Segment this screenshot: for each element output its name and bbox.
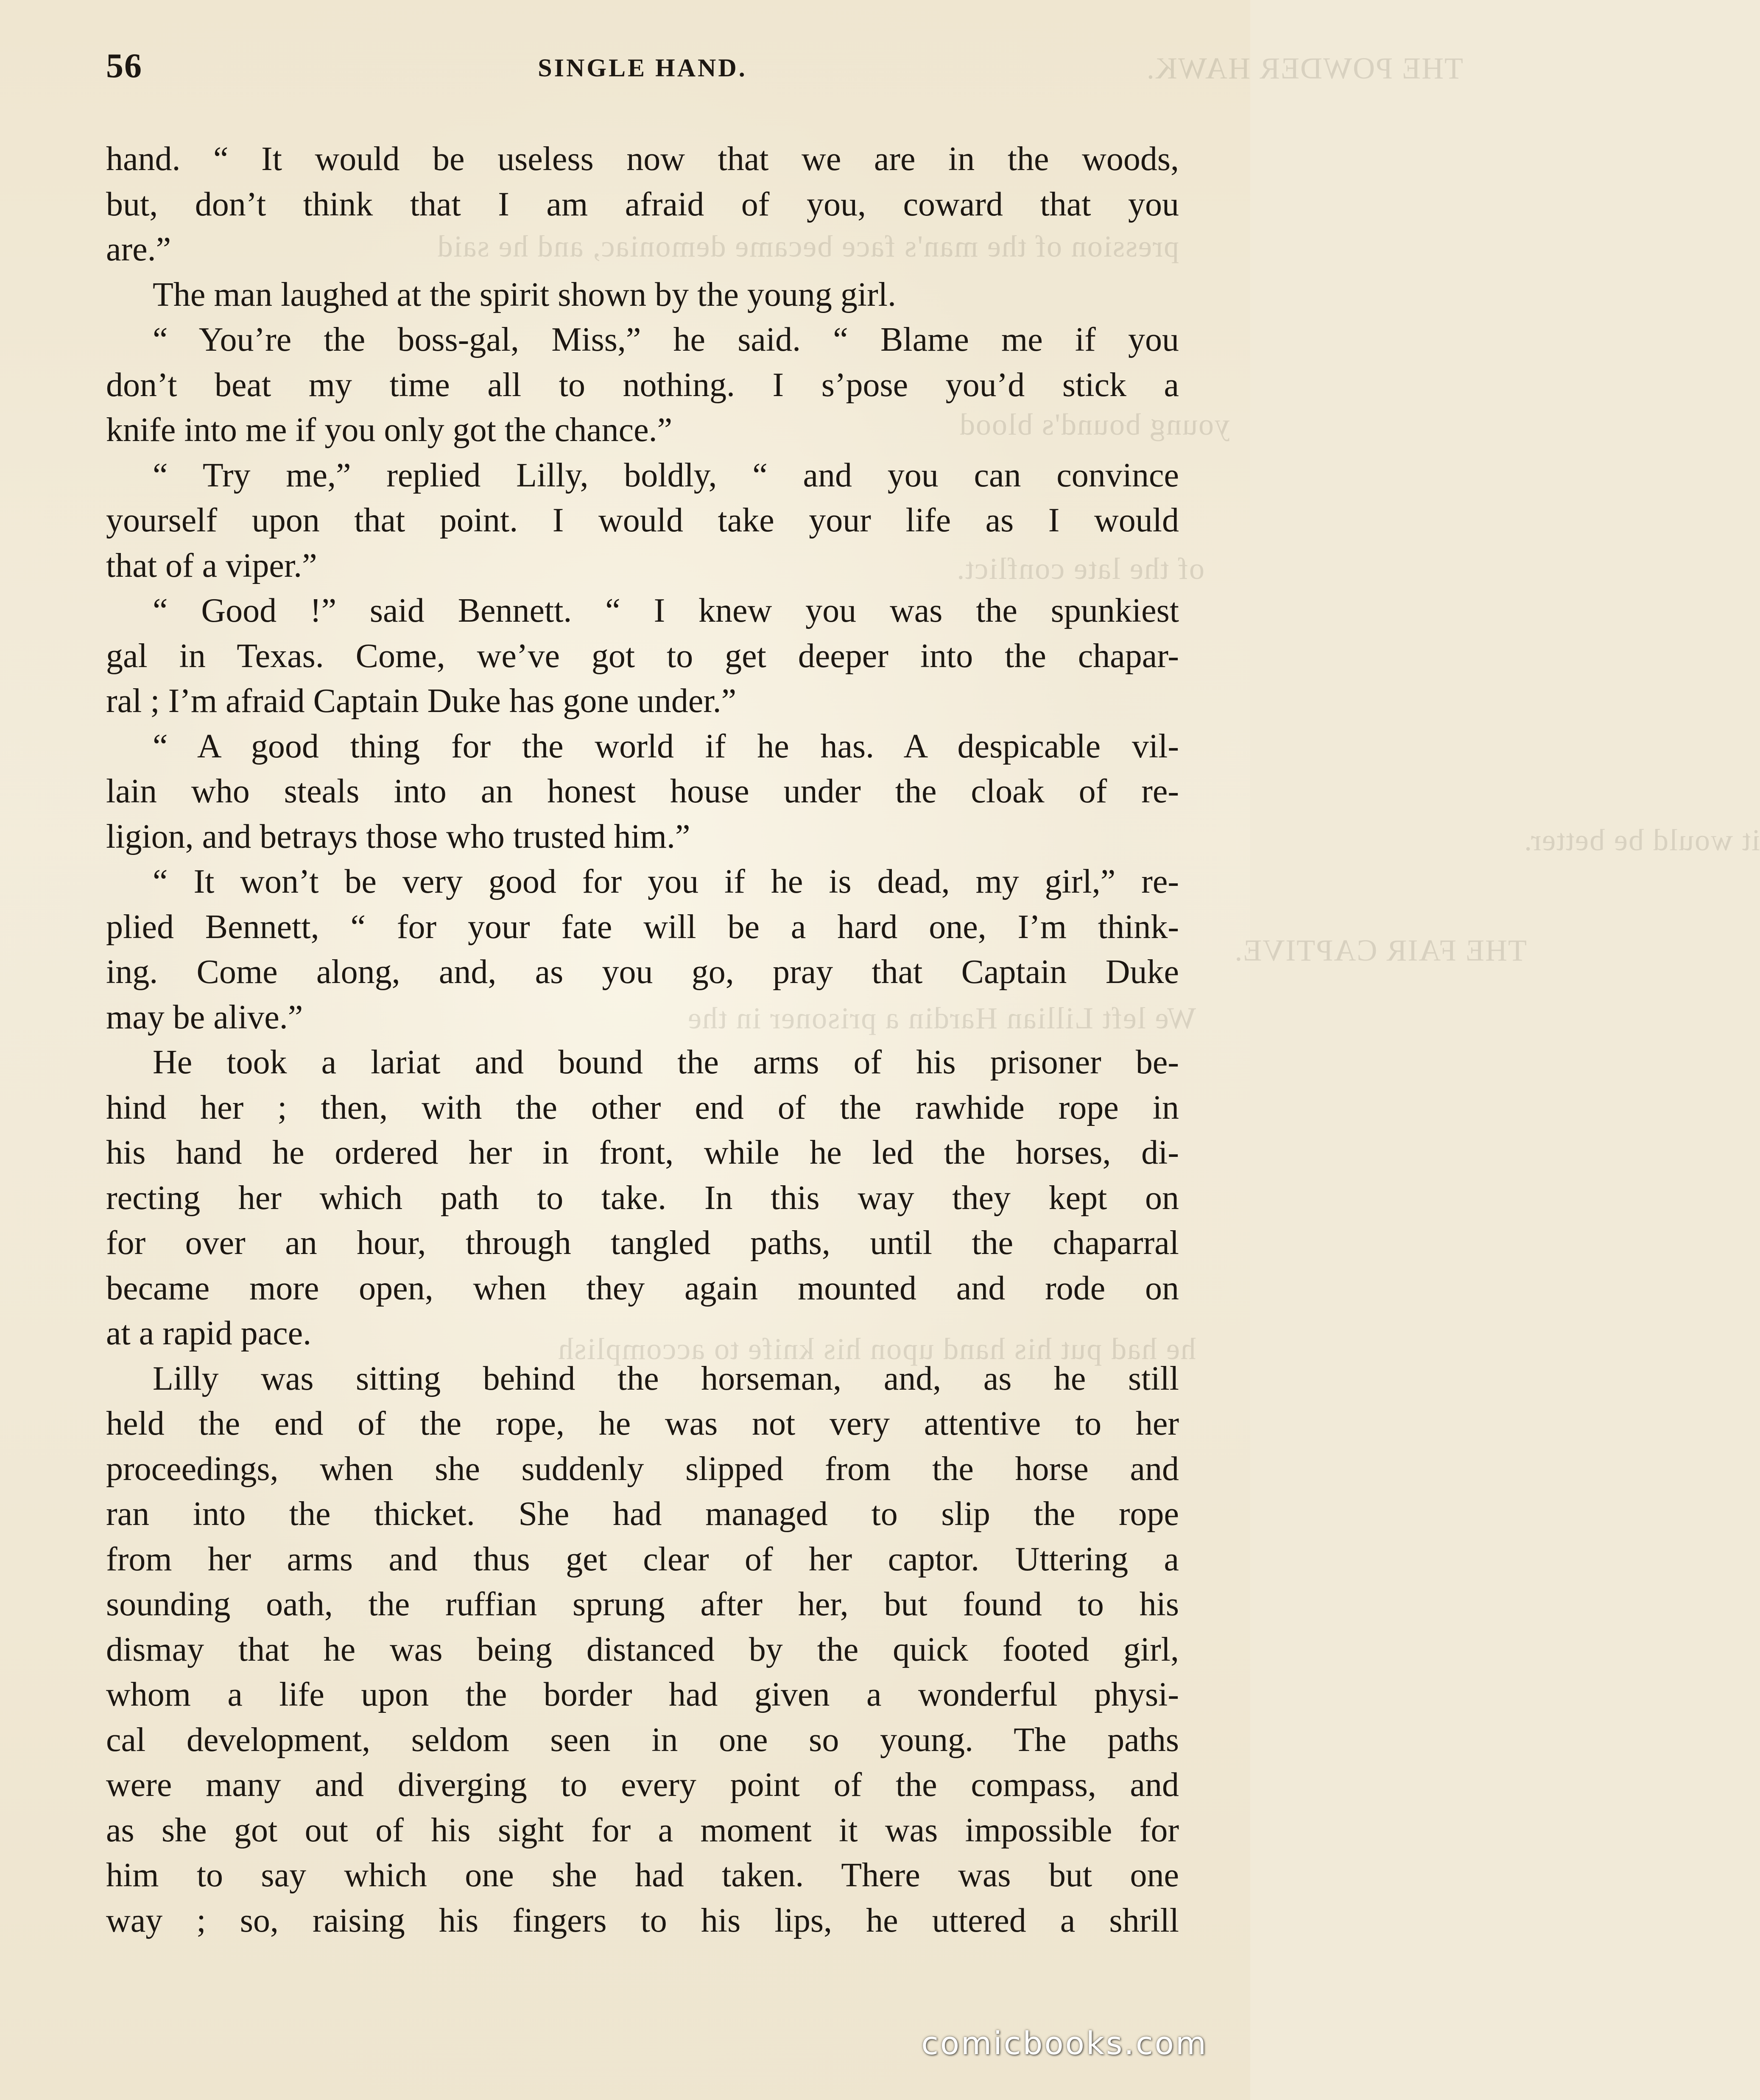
text-line: cal development, seldom seen in one so young. The paths [106,1721,1179,1759]
text-line: ing. Come along, and, as you go, pray that Captain Duke [106,953,1179,991]
text-line: became more open, when they again mounted and rode on [106,1269,1179,1307]
text-line: him to say which one she had taken. There was but one [106,1857,1179,1894]
text-line: gal in Texas. Come, we’ve got to get deeper into the chapar- [106,637,1179,675]
text-line: way ; so, raising his fingers to his lips, he uttered a shrill [106,1902,1179,1939]
text-line: as she got out of his sight for a moment it was impossible for [106,1811,1179,1849]
bleed-through-line: of the late conflict. [956,552,1204,586]
text-line: “ A good thing for the world if he has. A despicable vil- [153,727,1179,765]
text-line: The man laughed at the spirit shown by the young girl. [153,276,897,313]
page-number: 56 [106,46,142,85]
text-line: at a rapid pace. [106,1315,312,1352]
bleed-through-line: We left Lillian Hardin a prisoner in the [687,1001,1196,1035]
text-line: were many and diverging to every point of the compass, and [106,1766,1179,1804]
text-line: knife into me if you only got the chance.” [106,411,673,449]
text-line: whom a life upon the border had given a wonderful physi- [106,1676,1179,1713]
text-line: from her arms and thus get clear of her captor. Uttering a [106,1540,1179,1578]
bleed-through-line: young bound's blood [959,408,1230,441]
body-text [106,137,1179,1943]
bleed-through-line: he had put his hand upon his knife to accomplish [557,1332,1196,1366]
text-line: ligion, and betrays those who trusted him.” [106,818,690,855]
text-line: hind her ; then, with the other end of the rawhide rope in [106,1089,1179,1126]
text-line: proceedings, when she suddenly slipped from the horse and [106,1450,1179,1488]
text-line: his hand he ordered her in front, while he led the horses, di- [106,1134,1179,1171]
text-line: He took a lariat and bound the arms of his prisoner be- [153,1044,1179,1081]
bleed-through-line: THE FAIR CAPTIVE. [1234,933,1527,967]
text-line: Lilly was sitting behind the horseman, and, as he still [153,1360,1179,1397]
text-line: “ Good !” said Bennett. “ I knew you was the spunkiest [153,592,1179,629]
text-line: may be alive.” [106,998,303,1036]
text-line: “ Try me,” replied Lilly, boldly, “ and you can convince [153,456,1179,494]
bleed-through-header: THE POWDER HAWK. [1145,51,1463,85]
text-line: sounding oath, the ruffian sprung after her, but found to his [106,1586,1179,1623]
text-line: that of a viper.” [106,547,317,584]
text-line: ran into the thicket. She had managed to slip the rope [106,1495,1179,1533]
text-line: “ You’re the boss-gal, Miss,” he said. “ Blame me if you [153,321,1179,358]
text-line: dismay that he was being distanced by the quick footed girl, [106,1631,1179,1668]
site-watermark: comicbooks.com [921,2025,1208,2062]
text-line: recting her which path to take. In this way they kept on [106,1179,1179,1217]
text-line: hand. “ It would be useless now that we are in the woods, [106,140,1179,178]
text-line: ral ; I’m afraid Captain Duke has gone under.” [106,682,737,720]
text-line: lain who steals into an honest house under the cloak of re- [106,773,1179,810]
bleed-through-line: pression of the man's face became demoniac, and he said [436,229,1179,263]
running-head [106,46,1179,92]
text-line: “ It won’t be very good for you if he is dead, my girl,” re- [153,863,1179,900]
text-line: but, don’t think that I am afraid of you, coward that you [106,185,1179,223]
text-line: are.” [106,231,171,268]
bleed-through-line: it would be better. [1523,823,1760,857]
text-line: for over an hour, through tangled paths, until the chaparral [106,1224,1179,1262]
running-title: SINGLE HAND. [538,54,747,82]
text-line: plied Bennett, “ for your fate will be a hard one, I’m think- [106,908,1179,946]
text-line: yourself upon that point. I would take your life as I would [106,502,1179,539]
text-line: held the end of the rope, he was not very attentive to her [106,1405,1179,1442]
text-line: don’t beat my time all to nothing. I s’pose you’d stick a [106,366,1179,404]
